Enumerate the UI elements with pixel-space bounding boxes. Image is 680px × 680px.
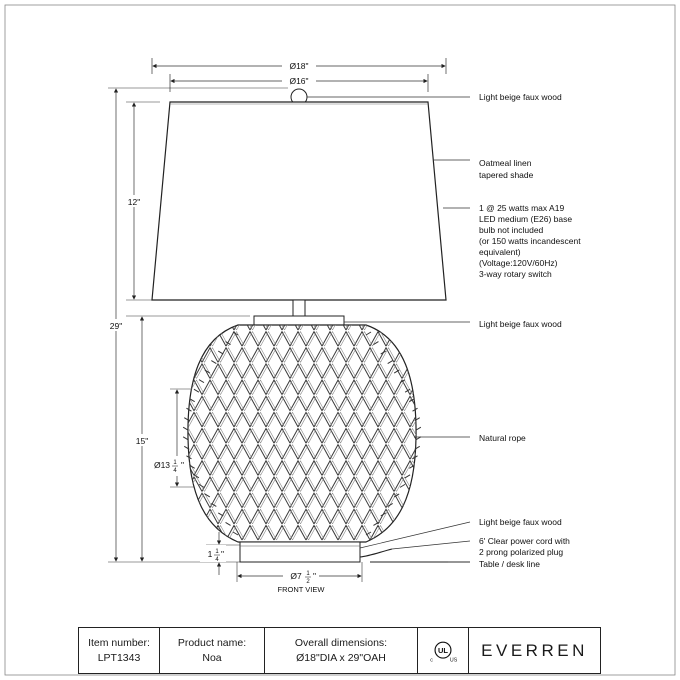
title-block bbox=[78, 627, 601, 674]
callout-bulb-line-5: equivalent) bbox=[479, 247, 521, 257]
foot-height-unit: " bbox=[221, 549, 225, 559]
callout-shade-line-1: Oatmeal linen bbox=[479, 158, 532, 168]
overall-dimensions-cell bbox=[265, 628, 418, 673]
ul-mark-c: c bbox=[430, 657, 433, 664]
callout-body: Natural rope bbox=[479, 433, 526, 443]
dimension-overall-diameter bbox=[152, 58, 446, 74]
callout-bulb-line-7: 3-way rotary switch bbox=[479, 269, 552, 279]
lamp-foot-base bbox=[240, 542, 360, 562]
item-number-value: LPT1343 bbox=[97, 651, 141, 664]
body-diameter-frac-num: 1 bbox=[173, 460, 177, 466]
ul-mark-text: UL bbox=[438, 645, 448, 655]
foot-height-frac-num: 1 bbox=[215, 549, 219, 555]
callout-bulb-line-4: (or 150 watts incandescent bbox=[479, 236, 581, 246]
product-name-cell bbox=[160, 628, 265, 673]
callout-bulb-line-3: bulb not included bbox=[479, 225, 544, 235]
ul-certification-icon bbox=[428, 636, 458, 666]
callout-cord-line-2: 2 prong polarized plug bbox=[479, 547, 564, 557]
ul-mark-us: US bbox=[449, 657, 458, 664]
overall-diameter-label: Ø18" bbox=[289, 61, 309, 71]
overall-dimensions-label: Overall dimensions: bbox=[294, 636, 388, 649]
callout-cord-line-1: 6' Clear power cord with bbox=[479, 536, 570, 546]
item-number-label: Item number: bbox=[88, 636, 150, 649]
callout-table: Table / desk line bbox=[479, 559, 540, 569]
lamp-rope-body bbox=[178, 315, 429, 542]
dimension-foot-diameter bbox=[237, 562, 362, 585]
item-number-cell bbox=[79, 628, 160, 673]
callout-bulb-line-6: (Voltage:120V/60Hz) bbox=[479, 258, 558, 268]
certification-cell bbox=[418, 628, 469, 673]
brand-cell bbox=[469, 628, 600, 673]
product-name-label: Product name: bbox=[177, 636, 247, 649]
shade-diameter-label: Ø16" bbox=[289, 76, 309, 86]
callout-base: Light beige faux wood bbox=[479, 517, 562, 527]
overall-height-label: 29" bbox=[109, 321, 123, 331]
foot-height-frac-den: 4 bbox=[215, 557, 219, 563]
body-diameter-frac-den: 4 bbox=[173, 468, 177, 474]
brand-logo: EVERREN bbox=[481, 641, 588, 660]
power-cord bbox=[360, 549, 392, 557]
body-diameter-whole: Ø13 bbox=[153, 460, 171, 470]
callout-shade-line-2: tapered shade bbox=[479, 170, 534, 180]
callout-finial: Light beige faux wood bbox=[479, 92, 562, 102]
foot-diameter-unit: " bbox=[313, 571, 317, 581]
view-label: FRONT VIEW bbox=[277, 585, 325, 594]
callout-bulb-line-2: LED medium (E26) base bbox=[479, 214, 573, 224]
lamp-shade bbox=[152, 102, 446, 300]
callout-neck: Light beige faux wood bbox=[479, 319, 562, 329]
product-name-value: Noa bbox=[202, 651, 222, 664]
foot-height-whole: 1 bbox=[207, 549, 213, 559]
foot-diameter-frac-den: 2 bbox=[306, 579, 310, 585]
overall-dimensions-value: Ø18"DIA x 29"OAH bbox=[296, 651, 386, 664]
callout-bulb-line-1: 1 @ 25 watts max A19 bbox=[479, 203, 565, 213]
foot-diameter-whole: Ø7 bbox=[290, 571, 302, 581]
base-height-label: 15" bbox=[135, 436, 149, 446]
lamp-neck-stem bbox=[293, 300, 305, 316]
shade-height-label: 12" bbox=[127, 197, 141, 207]
foot-diameter-frac-num: 1 bbox=[306, 571, 310, 577]
body-diameter-unit: " bbox=[181, 460, 185, 470]
